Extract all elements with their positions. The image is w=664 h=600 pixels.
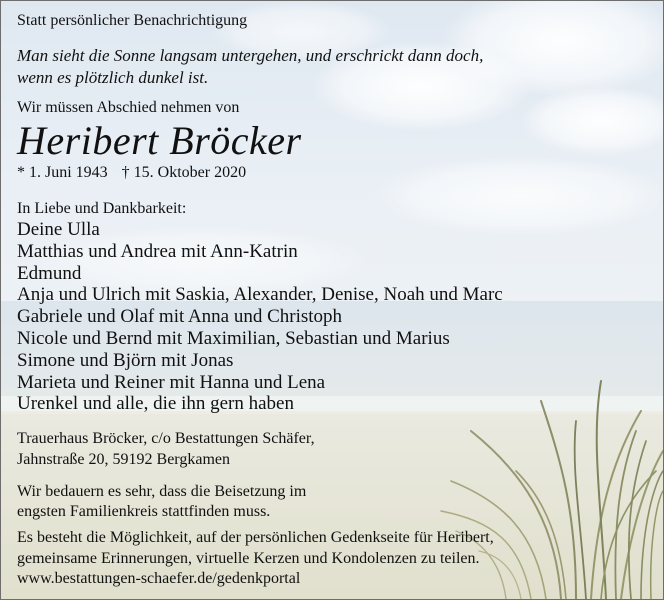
birth-date: * 1. Juni 1943	[17, 164, 108, 181]
life-dates	[17, 164, 246, 182]
list-item: Edmund	[17, 262, 82, 284]
thanks-heading: In Liebe und Dankbarkeit:	[17, 200, 187, 217]
memorial-note-line-1: Es besteht die Möglichkeit, auf der persönlichen Gedenkseite für Heribert,	[17, 529, 494, 546]
list-item: Matthias und Andrea mit Ann-Katrin	[17, 240, 298, 262]
list-item: Marieta und Reiner mit Hanna und Lena	[17, 371, 326, 393]
quote-line-2: wenn es plötzlich dunkel ist.	[17, 68, 209, 87]
burial-note-line-1: Wir bedauern es sehr, dass die Beisetzung im	[17, 483, 307, 500]
deceased-name: Heribert Bröcker	[17, 118, 302, 163]
list-item: Gabriele und Olaf mit Anna und Christoph	[17, 306, 343, 328]
death-date: † 15. Oktober 2020	[121, 164, 247, 181]
list-item: Anja und Ulrich mit Saskia, Alexander, Denise, Noah und Marc	[17, 284, 503, 306]
preamble: Statt persönlicher Benachrichtigung	[17, 12, 248, 29]
quote-line-1: Man sieht die Sonne langsam untergehen, und erschrickt dann doch,	[17, 46, 484, 65]
list-item: Simone und Björn mit Jonas	[17, 349, 234, 371]
memorial-url: www.bestattungen-schaefer.de/gedenkportal	[17, 570, 301, 587]
list-item: Deine Ulla	[17, 219, 100, 240]
burial-note-line-2: engsten Familienkreis stattfinden muss.	[17, 503, 271, 520]
list-item: Urenkel und alle, die ihn gern haben	[17, 393, 294, 415]
address-line-2: Jahnstraße 20, 59192 Bergkamen	[17, 451, 230, 468]
address-line-1: Trauerhaus Bröcker, c/o Bestattungen Schäfer,	[17, 430, 315, 447]
notice-content	[1, 1, 663, 599]
mourners-list	[17, 219, 503, 415]
memorial-note-line-2: gemeinsame Erinnerungen, virtuelle Kerzen und Kondolenzen zu teilen.	[17, 550, 480, 567]
intro-text: Wir müssen Abschied nehmen von	[17, 99, 240, 116]
list-item: Nicole und Bernd mit Maximilian, Sebastian und Marius	[17, 327, 450, 349]
